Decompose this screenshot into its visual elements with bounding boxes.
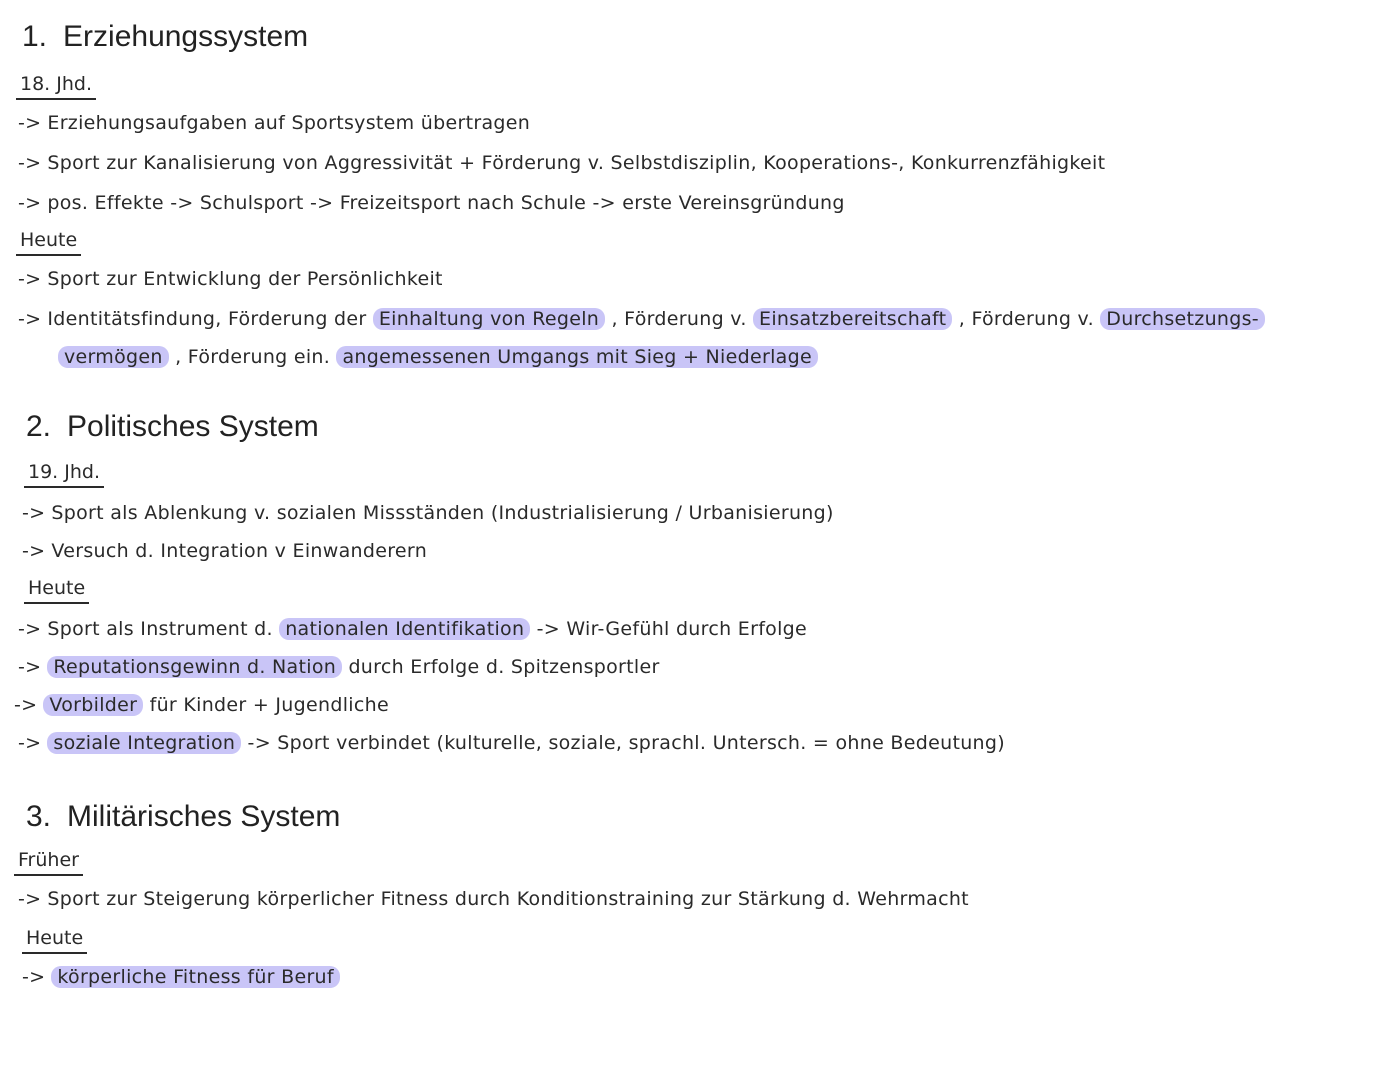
section-heading-1 — [22, 20, 308, 54]
note-line — [18, 110, 530, 136]
note-line — [58, 344, 818, 370]
note-text: Identitätsfindung, Förderung der — [47, 308, 373, 330]
note-text: -> Wir-Gefühl durch Erfolge — [530, 618, 808, 640]
arrow-icon: -> — [18, 308, 42, 330]
highlighted-text: nationalen Identifikation — [279, 618, 530, 640]
note-text: Sport zur Kanalisierung von Aggressivität + Förderung v. Selbstdisziplin, Kooperations-, Konkurrenzfähigkeit — [47, 152, 1106, 174]
highlighted-text: Vorbilder — [43, 694, 143, 716]
highlighted-text: Einsatzbereitschaft — [753, 308, 952, 330]
arrow-icon: -> — [18, 268, 42, 290]
era-label: Heute — [16, 228, 81, 256]
note-line — [18, 654, 660, 680]
section-number: 1. — [22, 20, 48, 53]
highlighted-text: vermögen — [58, 346, 169, 368]
note-line — [18, 616, 807, 642]
era-label: 18. Jhd. — [16, 72, 96, 100]
highlighted-text: angemessenen Umgangs mit Sieg + Niederlage — [336, 346, 817, 368]
highlighted-text: Einhaltung von Regeln — [373, 308, 605, 330]
note-line — [18, 886, 969, 912]
note-line — [22, 500, 834, 526]
section-title: Erziehungssystem — [63, 20, 309, 53]
arrow-icon: -> — [22, 540, 46, 562]
note-line — [18, 306, 1265, 332]
note-text: , Förderung v. — [952, 308, 1101, 330]
note-line — [22, 964, 340, 990]
era-label: 19. Jhd. — [24, 460, 104, 488]
note-text: für Kinder + Jugendliche — [143, 694, 389, 716]
arrow-icon: -> — [18, 732, 42, 754]
era-label: Heute — [22, 926, 87, 954]
note-text: , Förderung ein. — [168, 346, 337, 368]
note-text: Sport als Ablenkung v. sozialen Missständen (Industrialisierung / Urbanisierung) — [51, 502, 834, 524]
section-heading-2 — [26, 410, 319, 444]
section-title: Politisches System — [67, 410, 319, 443]
arrow-icon: -> — [18, 618, 42, 640]
arrow-icon: -> — [14, 694, 38, 716]
note-text: Sport als Instrument d. — [47, 618, 280, 640]
section-number: 2. — [26, 410, 52, 443]
arrow-icon: -> — [18, 192, 42, 214]
era-label: Heute — [24, 576, 89, 604]
highlighted-text: Durchsetzungs- — [1100, 308, 1265, 330]
section-title: Militärisches System — [67, 800, 341, 833]
highlighted-text: Reputationsgewinn d. Nation — [47, 656, 342, 678]
section-heading-3 — [26, 800, 340, 834]
note-line — [14, 692, 389, 718]
arrow-icon: -> — [22, 966, 46, 988]
note-text: pos. Effekte -> Schulsport -> Freizeitsport nach Schule -> erste Vereinsgründung — [47, 192, 845, 214]
note-text: Versuch d. Integration v Einwanderern — [51, 540, 428, 562]
arrow-icon: -> — [18, 656, 42, 678]
note-text: Sport zur Entwicklung der Persönlichkeit — [47, 268, 443, 290]
era-label: Früher — [14, 848, 83, 876]
note-text: , Förderung v. — [605, 308, 754, 330]
arrow-icon: -> — [18, 152, 42, 174]
arrow-icon: -> — [22, 502, 46, 524]
note-text: Sport zur Steigerung körperlicher Fitness durch Konditionstraining zur Stärkung d. Wehrmacht — [47, 888, 969, 910]
section-number: 3. — [26, 800, 52, 833]
note-line — [18, 730, 1005, 756]
highlighted-text: soziale Integration — [47, 732, 241, 754]
note-line — [18, 150, 1105, 176]
note-line — [18, 266, 443, 292]
highlighted-text: körperliche Fitness für Beruf — [51, 966, 340, 988]
note-line — [22, 538, 427, 564]
note-text: durch Erfolge d. Spitzensportler — [342, 656, 660, 678]
note-line — [18, 190, 845, 216]
note-text: Erziehungsaufgaben auf Sportsystem übertragen — [47, 112, 531, 134]
arrow-icon: -> — [18, 112, 42, 134]
note-text: -> Sport verbindet (kulturelle, soziale, sprachl. Untersch. = ohne Bedeutung) — [241, 732, 1005, 754]
arrow-icon: -> — [18, 888, 42, 910]
